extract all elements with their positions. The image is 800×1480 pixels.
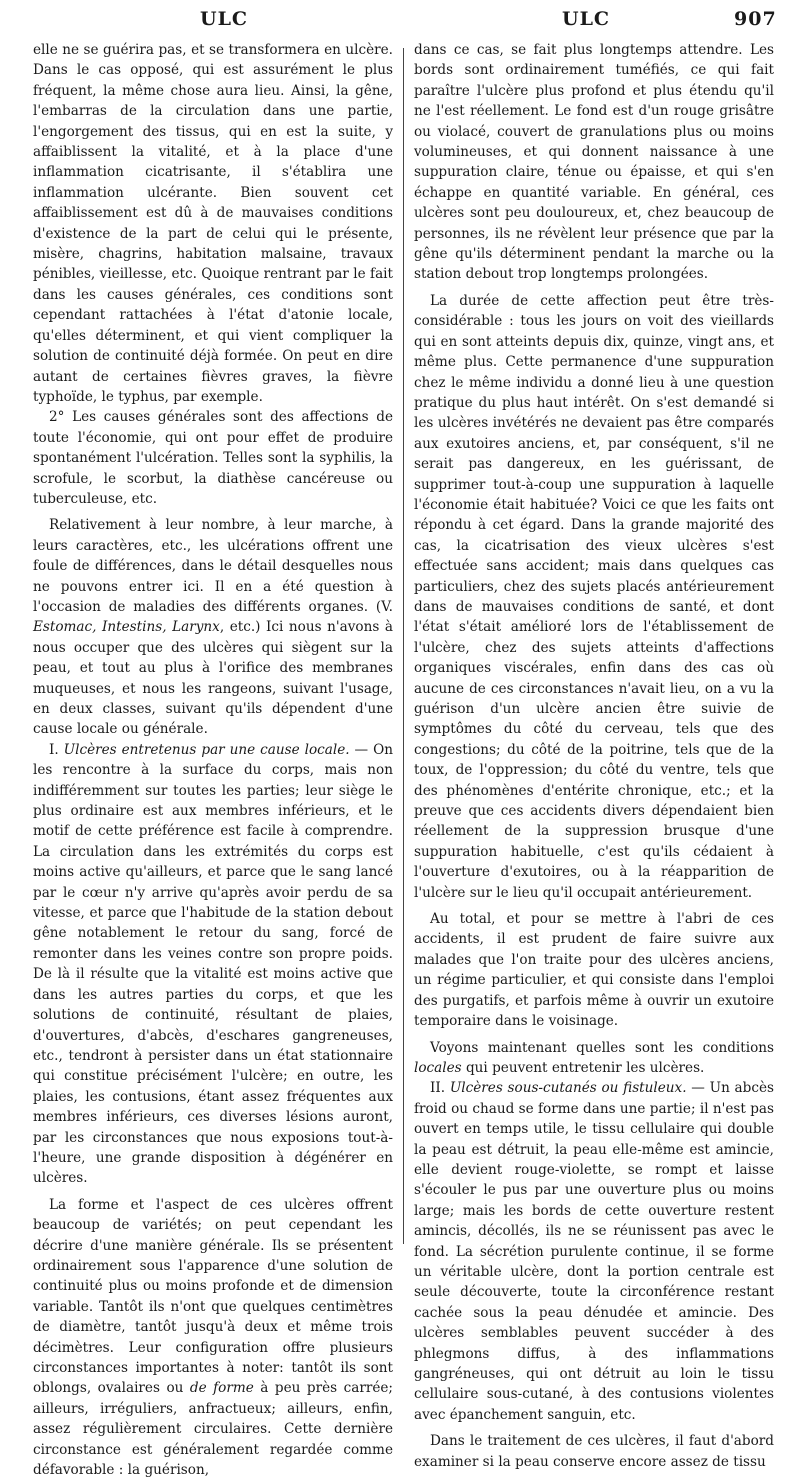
italic-run: Estomac, Intestins, Larynx [33, 619, 220, 636]
text-run: à peu près carrée; ailleurs, irréguliers, anfractueux; ailleurs, enfin, assez régulièrement circulaires. Cette dernière circonstance est généralement regardée comme défavorable : la guérison, [33, 1380, 393, 1479]
paragraph: 2° Les causes générales sont des affections de toute l'économie, qui ont pour effet de produire spontanément l'ulcération. Telles sont la syphilis, la scrofule, le scorbut, la diathèse cancéreuse ou tuberculeuse, etc. [33, 409, 393, 507]
text-run: La forme et l'aspect de ces ulcères offrent beaucoup de variétés; on peut cependant les décrire d'une manière générale. Ils se présentent ordinairement sous l'apparence d'une solution de continuité plus ou moins profonde et de dimension variable. Tantôt ils n'ont que quelques centimètres de diamètre, tantôt jusqu'à deux et même trois décimètres. Leur configuration offre plusieurs circonstances importantes à noter: tantôt ils sont oblongs, ovalaires ou [33, 1196, 393, 1397]
right-column [414, 40, 775, 1470]
paragraph: Au total, et pour se mettre à l'abri de ces accidents, il est prudent de faire suivre aux malades que l'on traite pour des ulcères anciens, un régime particulier, et qui consiste dans l'emploi des purgatifs, et parfois même à ouvrir un exutoire temporaire dans le voisinage. [414, 911, 774, 1030]
paragraph [33, 515, 393, 739]
paragraph: elle ne se guérira pas, et se transformera en ulcère. Dans le cas opposé, qui est assurément le plus fréquent, la même chose aura lieu. Ainsi, la gêne, l'embarras de la circulation dans une partie, l'engorgement des tissus, qui en est la suite, y affaiblissent la vitalité, et à la place d'une inflammation cicatrisante, il s'établira une inflammation ulcérante. Bien souvent cet affaiblissement est dû à de mauvaises conditions d'existence de la part de celui qui le présente, misère, chagrins, habitation malsaine, travaux pénibles, vieillesse, etc. Quoique rentrant par le fait dans les causes générales, ces conditions sont cependant rattachées à l'état d'atonie locale, qu'elles déterminent, et qui vient compliquer la solution de continuité déjà formée. On peut en dire autant de certaines fièvres graves, la fièvre typhoïde, le typhus, par exemple. [33, 42, 393, 405]
text-run: Relativement à leur nombre, à leur marche, à leurs caractères, etc., les ulcérations offrent une foule de différences, dans le détail desquelles nous ne pouvons entrer ici. Il en a été question à l'occasion de maladies des différents organes. (V. [33, 517, 393, 615]
page-number: 907 [734, 8, 777, 30]
paragraph [414, 1038, 774, 1079]
italic-run: de forme [189, 1380, 254, 1397]
paragraph: dans ce cas, se fait plus longtemps attendre. Les bords sont ordinairement tuméfiés, ce qui fait paraître l'ulcère plus profond et plus étendu qu'il ne l'est réellement. Le fond est d'un rouge grisâtre ou violacé, couvert de granulations plus ou moins volumineuses, et qui donnent naissance à une suppuration claire, ténue ou épaisse, et qui s'en échappe en quantité variable. En général, ces ulcères sont peu douloureux, et, chez beaucoup de personnes, ils ne révèlent leur présence que par la gêne qu'ils déterminent pendant la marche ou la station debout trop longtemps prolongées. [414, 42, 774, 283]
text-run: — Un abcès froid ou chaud se forme dans une partie; il n'est pas ouvert en temps utile, le tissu cellulaire qui double la peau est détruit, la peau elle-même est amincie, elle devient rouge-violette, se rompt et laisse s'écouler le pus par une ouverture plus ou moins large; mais les bords de cette ouverture restent amincis, décollés, ils ne se réunissent pas avec le fond. La sécrétion purulente continue, il se forme un véritable ulcère, dont la portion centrale est seule découverte, toute la circonférence restant cachée sous la peau dénudée et amincie. Des ulcères semblables peuvent succéder à des phlegmons diffus, à des inflammations gangréneuses, qui ont détruit au loin le tissu cellulaire sous-cutané, à des contusions violentes avec épanchement sanguin, etc. [414, 1080, 775, 1423]
italic-run: locales [414, 1059, 462, 1076]
left-column [33, 40, 393, 1479]
paragraph: La durée de cette affection peut être très-considérable : tous les jours on voit des vieillards qui en sont atteints depuis dix, quinze, vingt ans, et même plus. Cette permanence d'une suppuration chez le même individu a donné lieu à une question pratique du plus haut intérêt. On s'est demandé si les ulcères invétérés ne devaient pas être comparés aux exutoires anciens, et, par conséquent, s'il ne serait pas dangereux, en les guérissant, de supprimer tout-à-coup une suppuration à laquelle l'économie était habituée? Voici ce que les faits ont répondu à cet égard. Dans la grande majorité des cas, la cicatrisation des vieux ulcères s'est effectuée sans accident; mais dans quelques cas particuliers, chez des sujets placés antérieurement dans de mauvaises conditions de santé, et dont l'état s'était amélioré lors de l'établissement de l'ulcère, chez des sujets atteints d'affections organiques viscérales, enfin dans des cas où aucune de ces circonstances n'avait lieu, on a vu la guérison d'un ulcère ancien être suivie de symptômes du côté du cerveau, tels que des congestions; du côté de la poitrine, tels que de la toux, de l'oppression; du côté du ventre, tels que des phénomènes d'entérite chronique, etc.; et la preuve que ces accidents divers dépendaient bien réellement de la suppression brusque d'une suppuration habituelle, c'est qu'ils cédaient à l'ouverture d'exutoires, ou à la réapparition de l'ulcère sur le lieu qu'il occupait antérieurement. [414, 292, 774, 901]
paragraph: Dans le traitement de ces ulcères, il faut d'abord examiner si la peau conserve encore assez de tissu [414, 1433, 774, 1470]
text-run: qui peuvent entretenir les ulcères. [461, 1059, 705, 1076]
left-running-head: ULC [200, 8, 249, 30]
text-run: — On les rencontre à la surface du corps, mais non indifféremment sur toutes les parties; leur siège le plus ordinaire est aux membres inférieurs, et le motif de cette préférence est facile à comprendre. La circulation dans les extrémités du corps est moins active qu'ailleurs, et parce que le sang lancé par le cœur n'y arrive qu'après avoir perdu de sa vitesse, et parce que l'habitude de la station debout gêne notablement le retour du sang, forcé de remonter dans les veines contre son propre poids. De là il résulte que la vitalité est moins active que dans les autres parties du corps, et que les solutions de continuité, résultant de plaies, d'ouvertures, d'abcès, d'eschares gangreneuses, etc., tendront à persister dans un état stationnaire qui constitue précisément l'ulcère; en outre, les plaies, les contusions, étant assez fréquentes aux membres inférieurs, ces diverses lésions auront, par les circonstances que nous exposions tout-à-l'heure, une grande disposition à dégénérer en ulcères. [33, 741, 393, 1187]
section-title: Ulcères sous-cutanés ou fistuleux. [449, 1080, 687, 1097]
text-run: Voyons maintenant quelles sont les conditions [430, 1039, 774, 1056]
right-running-head: ULC [562, 8, 611, 30]
section-paragraph [33, 740, 393, 1189]
section-number: I. [49, 741, 64, 758]
text-run: , etc.) Ici nous n'avons à nous occuper que des ulcères qui siègent sur la peau, et tout au plus à l'orifice des membranes muqueuses, et nous les rangeons, suivant l'usage, en deux classes, suivant qu'ils dépendent d'une cause locale ou générale. [33, 619, 393, 738]
running-header [0, 6, 800, 36]
section-number: II. [430, 1080, 450, 1097]
section-paragraph [414, 1078, 774, 1425]
column-divider [403, 48, 404, 1244]
paragraph [33, 1195, 393, 1480]
section-title: Ulcères entretenus par une cause locale. [63, 741, 350, 758]
